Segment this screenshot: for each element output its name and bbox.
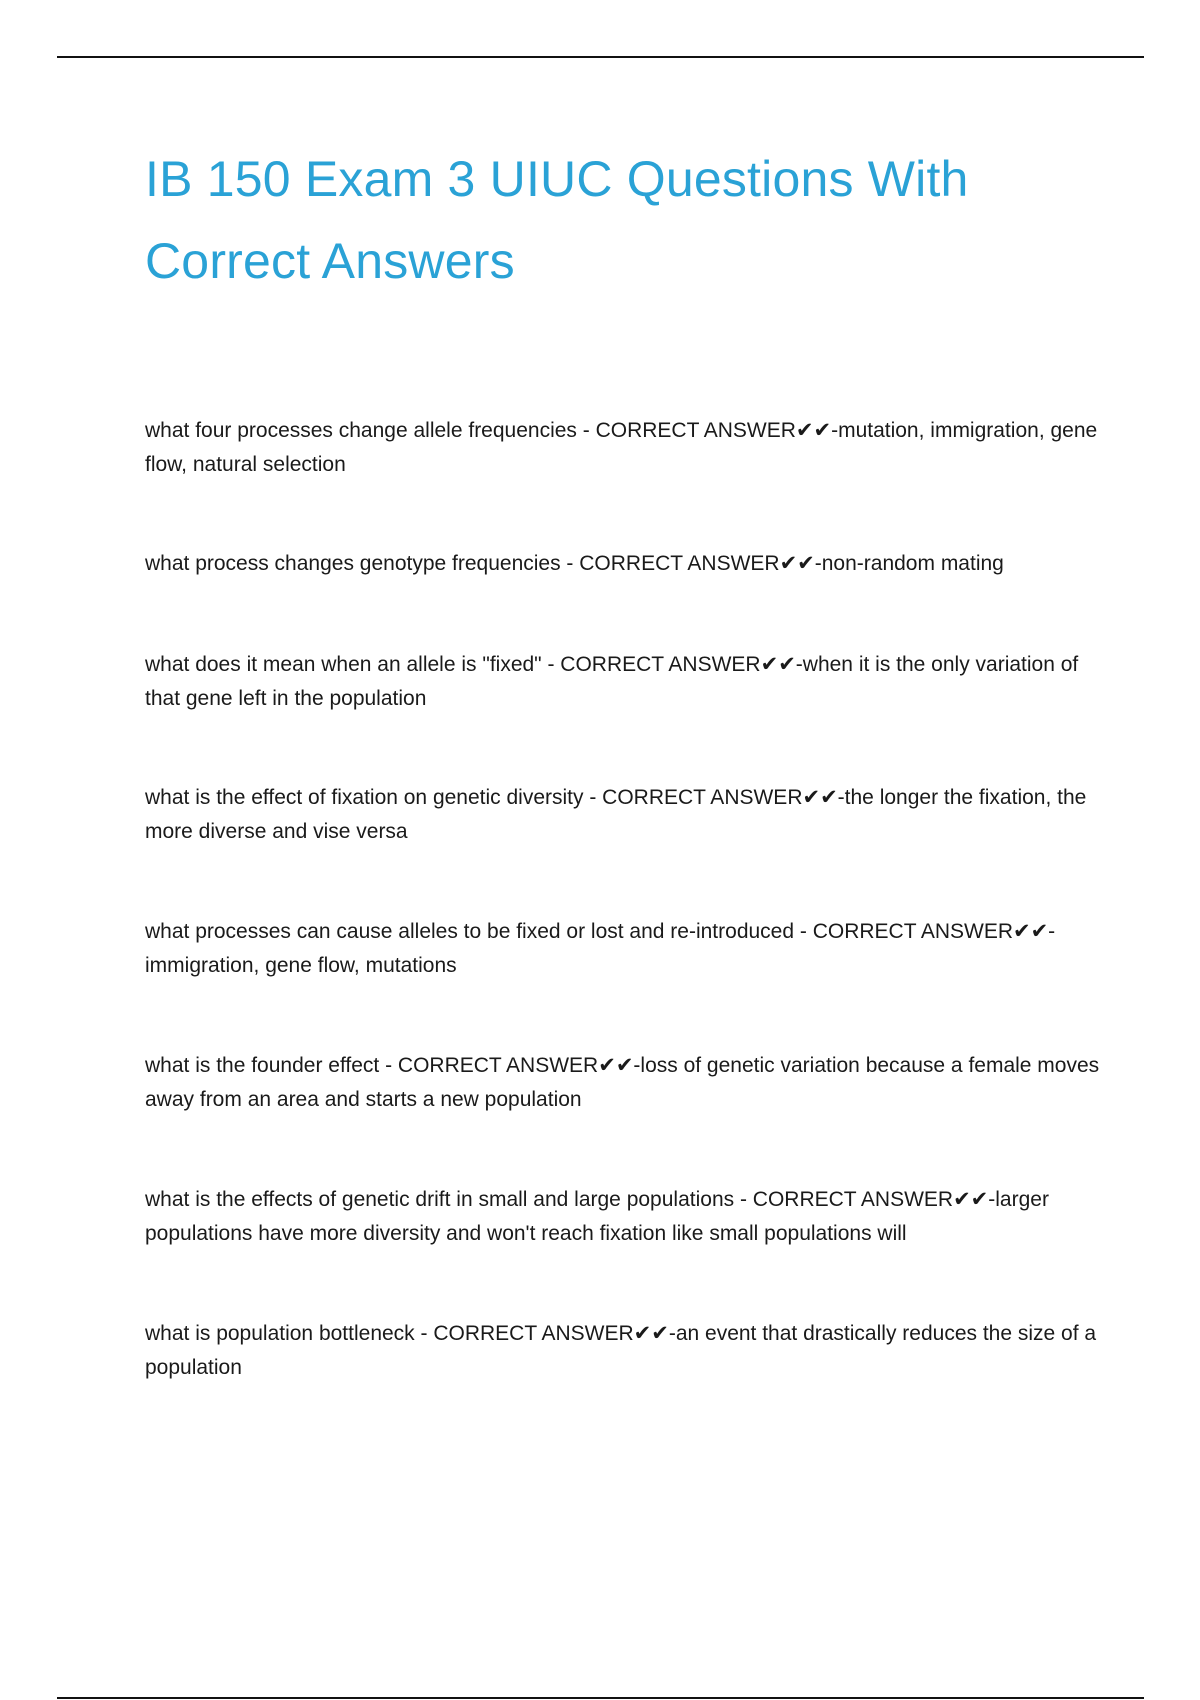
top-rule bbox=[57, 56, 1144, 58]
qa-item-8: what is population bottleneck - CORRECT ANSWER✔✔-an event that drastically reduces the size of a population bbox=[145, 1322, 1097, 1379]
bottom-rule bbox=[57, 1697, 1144, 1699]
qa-item-2: what process changes genotype frequencies - CORRECT ANSWER✔✔-non-random mating bbox=[145, 552, 1004, 575]
document-title: IB 150 Exam 3 UIUC Questions With Correct Answers bbox=[145, 151, 969, 289]
qa-item-7: what is the effects of genetic drift in small and large populations - CORRECT ANSWER✔✔-larger populations have more diversity and won't reach fixation like small populations will bbox=[145, 1188, 1049, 1245]
qa-item-5: what processes can cause alleles to be fixed or lost and re-introduced - CORRECT ANSWER✔✔-immigration, gene flow, mutations bbox=[145, 920, 1056, 977]
qa-item-3: what does it mean when an allele is "fixed" - CORRECT ANSWER✔✔-when it is the only variation of that gene left in the population bbox=[145, 653, 1079, 710]
qa-item-1: what four processes change allele frequencies - CORRECT ANSWER✔✔-mutation, immigration, gene flow, natural selection bbox=[145, 419, 1098, 476]
qa-item-4: what is the effect of fixation on genetic diversity - CORRECT ANSWER✔✔-the longer the fixation, the more diverse and vise versa bbox=[145, 786, 1087, 843]
qa-item-6: what is the founder effect - CORRECT ANSWER✔✔-loss of genetic variation because a female moves away from an area and starts a new population bbox=[145, 1054, 1100, 1111]
